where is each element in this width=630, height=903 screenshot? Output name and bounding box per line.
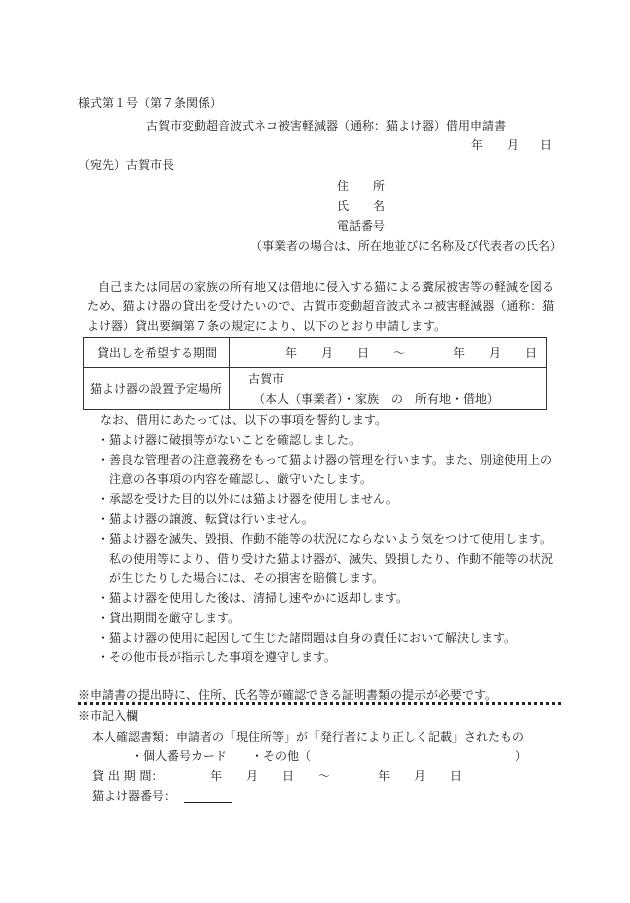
- form-number: 様式第１号（第７条関係）: [78, 96, 223, 110]
- period-value: 年 月 日 〜 年 月 日: [285, 346, 538, 360]
- pledge-item: 注意の各事項の内容を確認し、厳守いたします。: [97, 472, 373, 486]
- pledge-item: ・猫よけ器を使用した後は、清掃し速やかに返却します。: [97, 591, 409, 605]
- addressee: （宛先）古賀市長: [78, 158, 175, 172]
- location-label: 猫よけ器の設置予定場所: [90, 382, 223, 396]
- pledge-item: ・その他市長が指示した事項を遵守します。: [97, 650, 337, 664]
- name-label: 氏 名: [337, 199, 386, 213]
- device-number-field[interactable]: [184, 802, 232, 803]
- device-number-label: 猫よけ器番号：: [92, 789, 177, 803]
- office-section-header: ※市記入欄: [78, 709, 139, 723]
- loan-period-value: 年 月 日 〜 年 月 日: [210, 769, 463, 783]
- pledge-item: ・善良な管理者の注意義務をもって猫よけ器の管理を行います。また、別途使用上の: [97, 453, 553, 467]
- pledge-item: が生じたりした場合には、その損害を賠償します。: [97, 571, 385, 585]
- date-day: 日: [540, 138, 553, 152]
- phone-label: 電話番号: [337, 219, 386, 233]
- address-label: 住 所: [337, 179, 386, 193]
- pledge-item: 私の使用等により、借り受けた猫よけ器が、滅失、毀損したり、作動不能等の状況: [97, 552, 554, 566]
- request-table: [83, 337, 547, 410]
- pledge-item: ・猫よけ器に破損等がないことを確認しました。: [97, 433, 362, 447]
- pledge-item: ・猫よけ器を滅失、毀損、作動不能等の状況にならないよう気をつけて使用します。: [97, 532, 553, 546]
- id-options: ・個人番号カード ・その他（ ）: [131, 749, 528, 763]
- pledge-intro: なお、借用にあたっては、以下の事項を誓約します。: [100, 413, 388, 427]
- period-label: 貸出しを希望する期間: [97, 346, 218, 360]
- pledge-item: ・貸出期間を厳守します。: [97, 611, 241, 625]
- date-year: 年: [471, 138, 484, 152]
- pledge-item: ・猫よけ器の使用に起因して生じた諸問題は自身の責任において解決します。: [97, 631, 517, 645]
- loan-period-label: 貸 出 期 間：: [92, 769, 164, 783]
- body-line-2: ため、猫よけ器の貸出を受けたいので、古賀市変動超音波式ネコ被害軽減器（通称：猫: [87, 299, 555, 313]
- date-month: 月: [507, 138, 520, 152]
- certificate-note: ※申請書の提出時に、住所、氏名等が確認できる証明書類の提示が必要です。: [78, 688, 498, 702]
- page-title: 古賀市変動超音波式ネコ被害軽減器（通称：猫よけ器）借用申請書: [146, 119, 507, 133]
- pledge-item: ・承認を受けた目的以外には猫よけ器を使用しません。: [97, 492, 398, 506]
- location-city: 古賀市: [248, 372, 285, 386]
- dotted-divider: [78, 702, 561, 705]
- body-line-1: 自己または同居の家族の所有地又は借地に侵入する猫による糞尿被害等の軽減を図る: [98, 280, 555, 294]
- pledge-item: ・猫よけ器の譲渡、転貸は行いません。: [97, 512, 314, 526]
- applicant-note: （事業者の場合は、所在地並びに名称及び代表者の氏名）: [250, 239, 563, 253]
- location-detail: （本人（事業者）・家族 の 所有地・借地）: [253, 392, 500, 406]
- id-docs: 本人確認書類：申請者の「現住所等」が「発行者により正しく記載」されたもの: [92, 730, 525, 744]
- body-line-3: よけ器）貸出要綱第７条の規定により、以下のとおり申請します。: [87, 319, 447, 333]
